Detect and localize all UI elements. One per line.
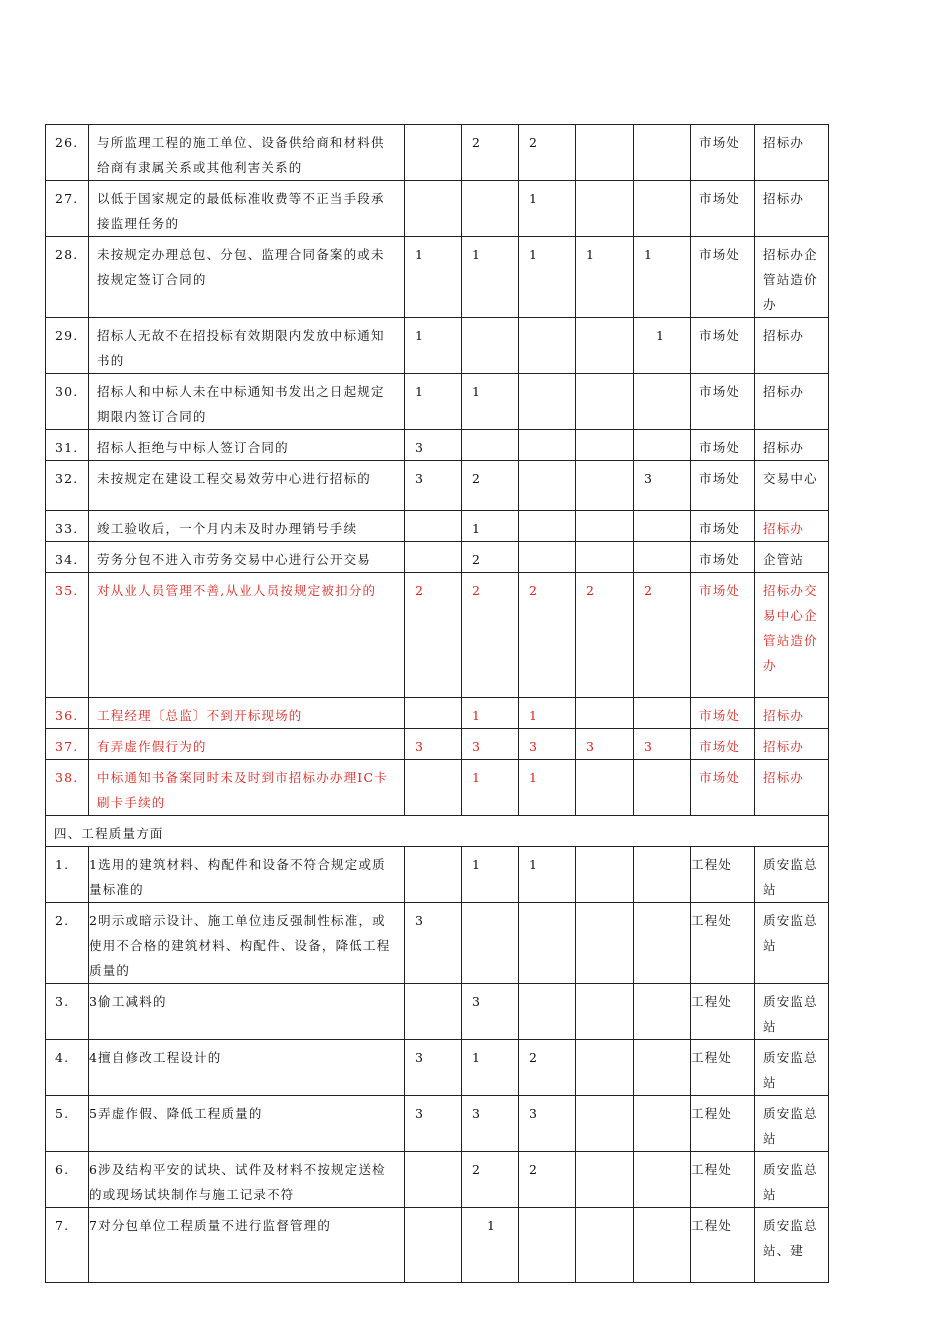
section-header-row <box>46 816 829 847</box>
score-c2: 1 <box>462 698 519 729</box>
table-row <box>46 125 829 181</box>
row-number: 38. <box>46 760 89 816</box>
score-c4 <box>576 511 634 542</box>
row-number: 7. <box>46 1208 89 1283</box>
department-cell: 市场处 <box>691 374 755 430</box>
score-c3 <box>519 318 576 374</box>
score-c4 <box>576 698 634 729</box>
row-description: 有弄虚作假行为的 <box>89 729 405 760</box>
unit-cell: 质安监总站 <box>755 1040 829 1096</box>
score-c4 <box>576 125 634 181</box>
score-c2: 2 <box>462 542 519 573</box>
score-c1 <box>405 542 462 573</box>
unit-cell: 企管站 <box>755 542 829 573</box>
score-c2 <box>462 318 519 374</box>
row-number: 4. <box>46 1040 89 1096</box>
score-c3 <box>519 542 576 573</box>
score-c3 <box>519 461 576 511</box>
row-description: 7对分包单位工程质量不进行监督管理的 <box>89 1208 405 1283</box>
row-number: 6. <box>46 1152 89 1208</box>
score-c4 <box>576 1096 634 1152</box>
table-row <box>46 181 829 237</box>
score-c2: 1 <box>462 760 519 816</box>
score-c4: 3 <box>576 729 634 760</box>
row-number: 33. <box>46 511 89 542</box>
score-c2: 3 <box>462 1096 519 1152</box>
unit-cell: 招标办 <box>755 125 829 181</box>
score-c3: 1 <box>519 847 576 903</box>
department-cell: 市场处 <box>691 125 755 181</box>
row-number: 36. <box>46 698 89 729</box>
score-c2: 1 <box>462 1208 519 1283</box>
score-c3 <box>519 374 576 430</box>
score-c5: 3 <box>634 729 691 760</box>
score-c3: 2 <box>519 125 576 181</box>
department-cell: 工程处 <box>691 1208 755 1283</box>
score-c5 <box>634 847 691 903</box>
score-c5 <box>634 430 691 461</box>
department-cell: 市场处 <box>691 729 755 760</box>
score-c2 <box>462 181 519 237</box>
score-c5 <box>634 181 691 237</box>
score-c3: 2 <box>519 573 576 698</box>
score-c2: 2 <box>462 573 519 698</box>
unit-cell: 质安监总站 <box>755 903 829 984</box>
score-c5 <box>634 511 691 542</box>
unit-cell: 质安监总站、建 <box>755 1208 829 1283</box>
table-row <box>46 1040 829 1096</box>
score-c1: 3 <box>405 461 462 511</box>
department-cell: 市场处 <box>691 511 755 542</box>
score-c5 <box>634 542 691 573</box>
table-row <box>46 237 829 318</box>
department-cell: 市场处 <box>691 573 755 698</box>
score-c5 <box>634 984 691 1040</box>
row-description: 劳务分包不进入市劳务交易中心进行公开交易 <box>89 542 405 573</box>
department-cell: 工程处 <box>691 847 755 903</box>
department-cell: 工程处 <box>691 1152 755 1208</box>
score-c3: 1 <box>519 181 576 237</box>
score-c1 <box>405 760 462 816</box>
score-c3: 2 <box>519 1040 576 1096</box>
table-row <box>46 1152 829 1208</box>
table-row <box>46 1096 829 1152</box>
department-cell: 工程处 <box>691 1040 755 1096</box>
score-c1: 1 <box>405 374 462 430</box>
row-number: 30. <box>46 374 89 430</box>
unit-cell: 招标办 <box>755 729 829 760</box>
score-c1: 3 <box>405 729 462 760</box>
row-number: 28. <box>46 237 89 318</box>
score-c1: 3 <box>405 1040 462 1096</box>
score-c4 <box>576 461 634 511</box>
score-c4 <box>576 903 634 984</box>
score-c2: 1 <box>462 847 519 903</box>
score-c1 <box>405 511 462 542</box>
row-description: 5弄虚作假、降低工程质量的 <box>89 1096 405 1152</box>
score-c4 <box>576 318 634 374</box>
row-description: 对从业人员管理不善,从业人员按规定被扣分的 <box>89 573 405 698</box>
score-c4 <box>576 1152 634 1208</box>
score-c1 <box>405 847 462 903</box>
department-cell: 市场处 <box>691 237 755 318</box>
score-c2: 3 <box>462 729 519 760</box>
score-c5 <box>634 1040 691 1096</box>
score-c1: 3 <box>405 903 462 984</box>
row-number: 27. <box>46 181 89 237</box>
unit-cell: 招标办企管站造价办 <box>755 237 829 318</box>
department-cell: 市场处 <box>691 181 755 237</box>
row-number: 26. <box>46 125 89 181</box>
row-description: 与所监理工程的施工单位、设备供给商和材料供给商有隶属关系或其他利害关系的 <box>89 125 405 181</box>
score-c5: 1 <box>634 237 691 318</box>
score-c3 <box>519 903 576 984</box>
row-number: 2. <box>46 903 89 984</box>
score-c2 <box>462 903 519 984</box>
department-cell: 市场处 <box>691 430 755 461</box>
score-c5 <box>634 1208 691 1283</box>
score-c3: 3 <box>519 1096 576 1152</box>
score-c4 <box>576 984 634 1040</box>
row-number: 3. <box>46 984 89 1040</box>
row-number: 35. <box>46 573 89 698</box>
unit-cell: 质安监总站 <box>755 1152 829 1208</box>
score-c1: 3 <box>405 1096 462 1152</box>
score-c2: 1 <box>462 511 519 542</box>
score-c1 <box>405 698 462 729</box>
penalty-table <box>45 124 829 1283</box>
unit-cell: 质安监总站 <box>755 984 829 1040</box>
department-cell: 市场处 <box>691 542 755 573</box>
score-c1 <box>405 1152 462 1208</box>
score-c2: 1 <box>462 237 519 318</box>
row-number: 29. <box>46 318 89 374</box>
row-description: 未按规定办理总包、分包、监理合同备案的或未按规定签订合同的 <box>89 237 405 318</box>
score-c4: 2 <box>576 573 634 698</box>
row-description: 招标人拒绝与中标人签订合同的 <box>89 430 405 461</box>
department-cell: 工程处 <box>691 903 755 984</box>
score-c2: 2 <box>462 125 519 181</box>
score-c1: 2 <box>405 573 462 698</box>
score-c5: 1 <box>634 318 691 374</box>
department-cell: 市场处 <box>691 698 755 729</box>
table-row <box>46 573 829 698</box>
unit-cell: 招标办 <box>755 698 829 729</box>
unit-cell: 招标办 <box>755 430 829 461</box>
row-number: 1. <box>46 847 89 903</box>
unit-cell: 质安监总站 <box>755 847 829 903</box>
row-description: 2明示或暗示设计、施工单位违反强制性标准，或使用不合格的建筑材料、构配件、设备，降低工程质量的 <box>89 903 405 984</box>
table-row <box>46 511 829 542</box>
score-c1 <box>405 984 462 1040</box>
score-c4 <box>576 847 634 903</box>
score-c1: 1 <box>405 237 462 318</box>
score-c3 <box>519 430 576 461</box>
score-c2: 2 <box>462 461 519 511</box>
table-row <box>46 430 829 461</box>
score-c2: 1 <box>462 374 519 430</box>
table-row <box>46 374 829 430</box>
table-row <box>46 760 829 816</box>
row-description: 4擅自修改工程设计的 <box>89 1040 405 1096</box>
score-c2: 1 <box>462 1040 519 1096</box>
row-description: 以低于国家规定的最低标准收费等不正当手段承接监理任务的 <box>89 181 405 237</box>
score-c5 <box>634 125 691 181</box>
score-c4 <box>576 542 634 573</box>
score-c2: 3 <box>462 984 519 1040</box>
score-c3 <box>519 511 576 542</box>
score-c3: 3 <box>519 729 576 760</box>
score-c5 <box>634 1096 691 1152</box>
score-c2: 2 <box>462 1152 519 1208</box>
score-c3 <box>519 984 576 1040</box>
table-row <box>46 542 829 573</box>
score-c4: 1 <box>576 237 634 318</box>
row-number: 5. <box>46 1096 89 1152</box>
score-c1 <box>405 181 462 237</box>
row-description: 6涉及结构平安的试块、试件及材料不按规定送检的或现场试块制作与施工记录不符 <box>89 1152 405 1208</box>
unit-cell: 招标办 <box>755 511 829 542</box>
department-cell: 市场处 <box>691 760 755 816</box>
section-title: 四、工程质量方面 <box>46 816 829 847</box>
score-c4 <box>576 374 634 430</box>
table-row <box>46 903 829 984</box>
score-c1 <box>405 125 462 181</box>
table-row <box>46 698 829 729</box>
score-c3: 1 <box>519 760 576 816</box>
row-number: 31. <box>46 430 89 461</box>
row-number: 37. <box>46 729 89 760</box>
score-c5 <box>634 1152 691 1208</box>
row-description: 中标通知书备案同时未及时到市招标办办理IC卡刷卡手续的 <box>89 760 405 816</box>
row-number: 34. <box>46 542 89 573</box>
unit-cell: 招标办交易中心企管站造价办 <box>755 573 829 698</box>
unit-cell: 交易中心 <box>755 461 829 511</box>
row-description: 未按规定在建设工程交易效劳中心进行招标的 <box>89 461 405 511</box>
row-description: 竣工验收后，一个月内未及时办理销号手续 <box>89 511 405 542</box>
score-c3: 1 <box>519 237 576 318</box>
table-row <box>46 984 829 1040</box>
score-c4 <box>576 181 634 237</box>
department-cell: 市场处 <box>691 461 755 511</box>
score-c5 <box>634 903 691 984</box>
score-c3: 2 <box>519 1152 576 1208</box>
score-c5 <box>634 760 691 816</box>
table-row <box>46 1208 829 1283</box>
unit-cell: 招标办 <box>755 318 829 374</box>
table-row <box>46 847 829 903</box>
department-cell: 工程处 <box>691 984 755 1040</box>
score-c2 <box>462 430 519 461</box>
table-row <box>46 729 829 760</box>
score-c1: 1 <box>405 318 462 374</box>
score-c4 <box>576 760 634 816</box>
row-description: 1选用的建筑材料、构配件和设备不符合规定或质量标准的 <box>89 847 405 903</box>
regulation-table-page <box>45 124 829 1283</box>
score-c4 <box>576 1208 634 1283</box>
score-c4 <box>576 430 634 461</box>
row-description: 3偷工减料的 <box>89 984 405 1040</box>
table-row <box>46 318 829 374</box>
unit-cell: 招标办 <box>755 760 829 816</box>
score-c5: 2 <box>634 573 691 698</box>
score-c3 <box>519 1208 576 1283</box>
score-c1: 3 <box>405 430 462 461</box>
row-number: 32. <box>46 461 89 511</box>
department-cell: 市场处 <box>691 318 755 374</box>
row-description: 工程经理〔总监〕不到开标现场的 <box>89 698 405 729</box>
unit-cell: 质安监总站 <box>755 1096 829 1152</box>
score-c3: 1 <box>519 698 576 729</box>
unit-cell: 招标办 <box>755 374 829 430</box>
row-description: 招标人和中标人未在中标通知书发出之日起规定期限内签订合同的 <box>89 374 405 430</box>
score-c5: 3 <box>634 461 691 511</box>
table-row <box>46 461 829 511</box>
score-c5 <box>634 698 691 729</box>
unit-cell: 招标办 <box>755 181 829 237</box>
score-c4 <box>576 1040 634 1096</box>
score-c1 <box>405 1208 462 1283</box>
score-c5 <box>634 374 691 430</box>
row-description: 招标人无故不在招投标有效期限内发放中标通知书的 <box>89 318 405 374</box>
department-cell: 工程处 <box>691 1096 755 1152</box>
